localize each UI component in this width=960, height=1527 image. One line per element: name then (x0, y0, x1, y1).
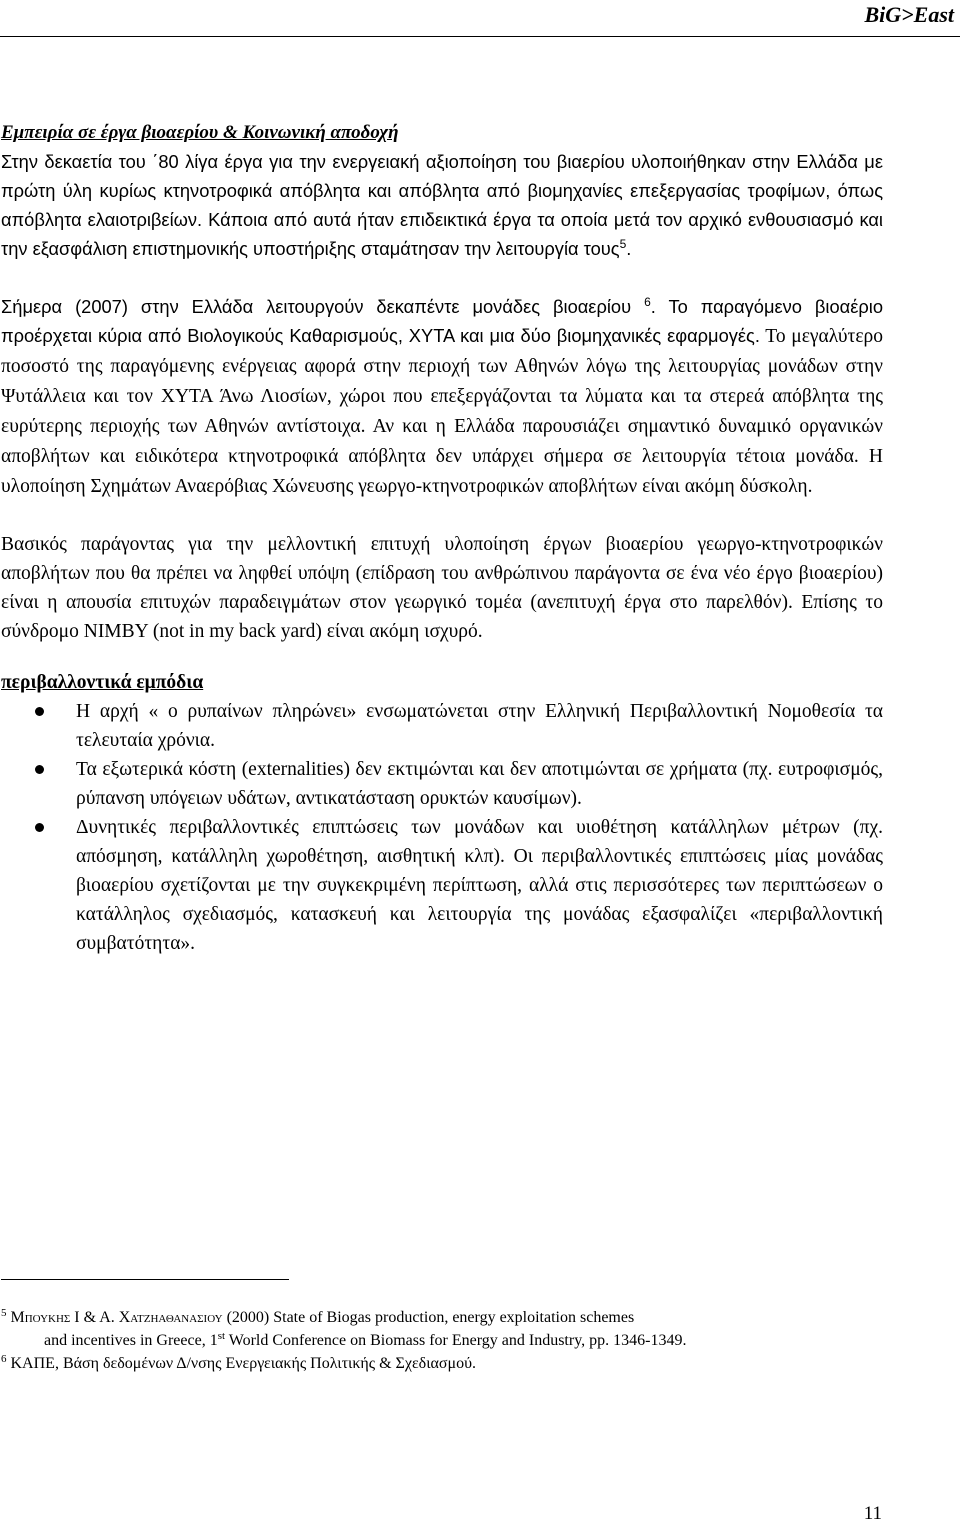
footnote-rule (1, 1279, 289, 1280)
footnote-ref-5: 5 (619, 237, 627, 251)
footnotes (1, 1306, 901, 1375)
bullet-icon (35, 765, 44, 774)
paragraph-1-text: Στην δεκαετία του ΄80 λίγα έργα για την ενεργειακή αξιοποίηση του βιαερίου υλοποιήθηκαν στην Ελλάδα με πρώτη ύλη κυρίως κτηνοτροφικά απόβλητα και απόβλητα από βιομηχανίες επεξεργασίας τροφίμων, όπως απόβλητα ελαιοτριβείων. Κάποια από αυτά ήταν επιδεικτικά έργα τα οποία μετά τον αρχικό ενθουσιασμό και την εξασφάλιση επιστημονικής υποστήριξης σταμάτησαν την λειτουργία τους (1, 151, 883, 259)
list-item (1, 697, 883, 755)
footnote-6 (1, 1352, 901, 1375)
footnote-5-continuation (1, 1329, 901, 1352)
footnote-6-mark: 6 (1, 1353, 7, 1365)
paragraph-1 (1, 147, 883, 263)
paragraph-2-serif-continuation: Το μεγαλύτερο ποσοστό της παραγόμενης ενέργειας αφορά στην περιοχή των Αθηνών λόγω της λειτουργίας μονάδων στην Ψυτάλλεια και τον ΧΥΤΑ Άνω Λιοσίων, χώροι που επεξεργάζονται τα λύματα και τα στερεά απόβλητα της ευρύτερης περιοχής των Αθηνών αντίστοιχα. Αν και η Ελλάδα παρουσιάζει σημαντικό δυναμικό οργανικών αποβλήτων και ειδικότερα κτηνοτροφικά απόβλητα δεν υπάρχει σήμερα σε λειτουργία τέτοια μονάδα. Η υλοποίηση Σχημάτων Αναερόβιας Χώνευσης γεωργο-κτηνοτροφικών αποβλήτων είναι ακόμη δύσκολη. (1, 326, 883, 497)
paragraph-3: Βασικός παράγοντας για την μελλοντική επιτυχή υλοποίηση έργων βιοαερίου γεωργο-κτηνοτροφικών αποβλήτων που θα πρέπει να ληφθεί υπόψη (επίδραση του ανθρώπινου παράγοντα σε ένα νέο έργο βιοαερίου) είναι η απουσία επιτυχών παραδειγμάτων στον γεωργικό τομέα (ανεπιτυχή έργα στο παρελθόν). Επίσης το σύνδρομο NIMBY (not in my back yard) είναι ακόμη ισχυρό. (1, 534, 883, 642)
footnote-5-line1: (2000) State of Biogas production, energy exploitation schemes (222, 1309, 635, 1326)
footnote-ref-6: 6 (644, 295, 651, 309)
section-heading: Εμπειρία σε έργα βιοαερίου & Κοινωνική αποδοχή (1, 122, 399, 143)
barriers-list (1, 697, 883, 958)
bullet-icon (35, 823, 44, 832)
header-rule (0, 36, 960, 37)
footnote-5-line2-b: World Conference on Biomass for Energy and Industry, pp. 1346-1349. (225, 1332, 687, 1349)
footnote-5-authors: Μπουκης Ι & Α. Χατζηαθανασιου (10, 1309, 223, 1326)
paragraph-2-continuation: . Το παραγόμενο βιοαέριο προέρχεται κύρια από Βιολογικούς Καθαρισμούς, ΧΥΤΑ και μια δύο βιομηχανικές εφαρμογές. (1, 296, 883, 346)
footnote-5-ordinal: st (217, 1330, 226, 1342)
list-item-text: Η αρχή « ο ρυπαίνων πληρώνει» ενσωματώνεται στην Ελληνική Περιβαλλοντική Νομοθεσία τα τελευταία χρόνια. (76, 701, 883, 751)
page-body (1, 118, 883, 958)
running-header: BiG>East (864, 2, 954, 27)
list-item (1, 813, 883, 958)
paragraph-2 (1, 292, 883, 501)
footnote-6-text: ΚΑΠΕ, Βάση δεδομένων Δ/νσης Ενεργειακής Πολιτικής & Σχεδιασμού. (6, 1355, 477, 1372)
list-item (1, 755, 883, 813)
paragraph-1-end: . (626, 238, 632, 259)
page-number: 11 (863, 1503, 882, 1524)
footnote-5 (1, 1306, 901, 1329)
paragraph-2-text: Σήμερα (2007) στην Ελλάδα λειτουργούν δεκαπέντε μονάδες βιοαερίου (1, 296, 632, 317)
barriers-title: περιβαλλοντικά εμπόδια (1, 672, 204, 693)
footnote-5-line2-a: and incentives in Greece, 1 (44, 1332, 218, 1349)
list-item-text: Δυνητικές περιβαλλοντικές επιπτώσεις των μονάδων και υιοθέτηση κατάλληλων μέτρων (πχ. απόσμηση, κατάλληλη χωροθέτηση, αισθητική κλπ). Οι περιβαλλοντικές επιπτώσεις μίας μονάδας βιοαερίου σχετίζονται με την συγκεκριμένη περίπτωση, αλλά στις περισσότερες των περιπτώσεων ο κατάλληλος σχεδιασμός, κατασκευή και λειτουργία της μονάδας εξασφαλίζει «περιβαλλοντική συμβατότητα». (76, 817, 883, 954)
bullet-icon (35, 707, 44, 716)
list-item-text: Τα εξωτερικά κόστη (externalities) δεν εκτιμώνται και δεν αποτιμώνται σε χρήματα (πχ. ευτροφισμός, ρύπανση υπόγειων υδάτων, αντικατάσταση ορυκτών καυσίμων). (76, 759, 883, 809)
footnote-5-mark: 5 (1, 1307, 7, 1319)
